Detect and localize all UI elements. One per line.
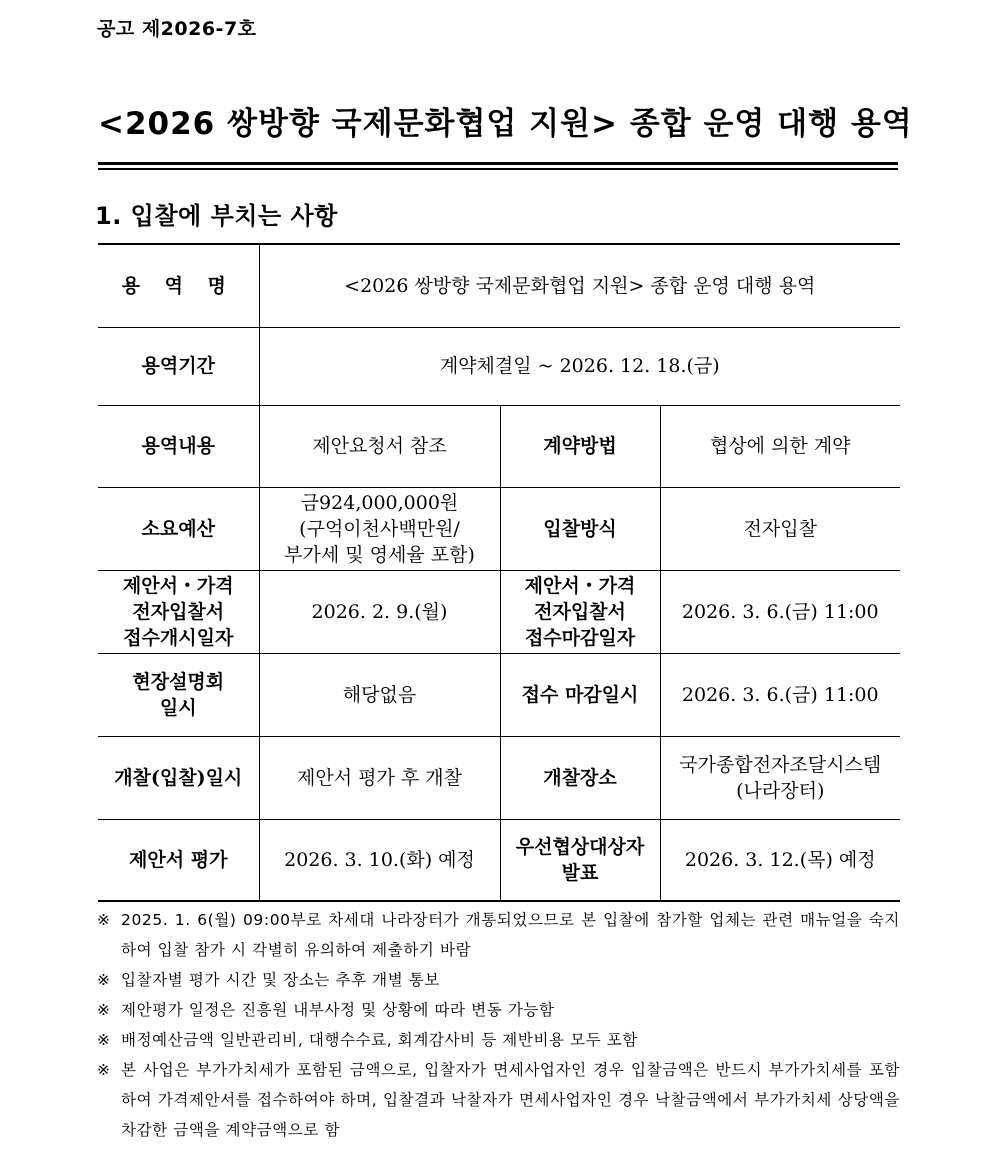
note-text: 제안평가 일정은 진흥원 내부사정 및 상황에 따라 변동 가능함	[121, 1001, 555, 1019]
document-title: <2026 쌍방향 국제문화협업 지원> 종합 운영 대행 용역	[98, 106, 913, 142]
bid-info-table	[98, 243, 900, 902]
note-text: 입찰자별 평가 시간 및 장소는 추후 개별 통보	[121, 971, 441, 989]
budget-note: 부가세 및 영세율 포함)	[284, 543, 475, 566]
service-name-value: <2026 쌍방향 국제문화협업 지원> 종합 운영 대행 용역	[259, 244, 900, 327]
title-rule-thick	[98, 162, 898, 165]
opening-place-line: (나라장터)	[736, 779, 825, 802]
submission-close-label-line: 전자입찰서	[534, 600, 626, 623]
priority-announce-label-line: 우선협상대상자	[515, 835, 645, 858]
opening-label: 개찰(입찰)일시	[98, 736, 259, 819]
submission-close-label	[500, 570, 660, 653]
note-item	[97, 995, 900, 1025]
submission-close-label-line: 제안서・가격	[524, 574, 636, 597]
site-briefing-value: 해당없음	[259, 653, 500, 736]
opening-value: 제안서 평가 후 개찰	[259, 736, 500, 819]
table-row	[98, 653, 900, 736]
title-rule-thin	[98, 168, 898, 170]
evaluation-label: 제안서 평가	[98, 819, 259, 901]
submission-open-label-line: 접수개시일자	[123, 626, 234, 649]
site-briefing-label-line: 일시	[159, 696, 197, 719]
opening-place-value	[660, 736, 900, 819]
contract-method-value: 협상에 의한 계약	[660, 405, 900, 487]
section-heading: 1. 입찰에 부치는 사항	[95, 202, 338, 230]
reference-mark-icon: ※	[97, 971, 110, 989]
table-row	[98, 405, 900, 487]
table-row	[98, 819, 900, 901]
deadline-value: 2026. 3. 6.(금) 11:00	[660, 653, 900, 736]
budget-amount: 금924,000,000원	[300, 491, 459, 514]
submission-open-label-line: 전자입찰서	[132, 600, 225, 623]
site-briefing-label-line: 현장설명회	[132, 670, 225, 693]
budget-value	[259, 487, 500, 570]
table-row	[98, 736, 900, 819]
opening-place-line: 국가종합전자조달시스템	[679, 753, 882, 776]
service-name-label: 용 역 명	[98, 244, 259, 327]
priority-announce-value: 2026. 3. 12.(목) 예정	[660, 819, 900, 901]
note-item	[97, 905, 900, 965]
table-row	[98, 487, 900, 570]
submission-open-label	[98, 570, 259, 653]
service-content-value: 제안요청서 참조	[259, 405, 500, 487]
contract-method-label: 계약방법	[500, 405, 660, 487]
opening-place-label: 개찰장소	[500, 736, 660, 819]
submission-close-value: 2026. 3. 6.(금) 11:00	[660, 570, 900, 653]
submission-open-value: 2026. 2. 9.(월)	[259, 570, 500, 653]
bid-method-label: 입찰방식	[500, 487, 660, 570]
service-content-label: 용역내용	[98, 405, 259, 487]
site-briefing-label	[98, 653, 259, 736]
priority-announce-label	[500, 819, 660, 901]
table-row	[98, 327, 900, 405]
service-period-label: 용역기간	[98, 327, 259, 405]
budget-label: 소요예산	[98, 487, 259, 570]
priority-announce-label-line: 발표	[561, 861, 599, 884]
deadline-label: 접수 마감일시	[500, 653, 660, 736]
note-text: 본 사업은 부가가치세가 포함된 금액으로, 입찰자가 면세사업자인 경우 입찰금액은 반드시 부가가치세를 포함하여 가격제안서를 접수하여야 하며, 입찰결과 낙찰자가 면세사업자인 경우 낙찰금액에서 부가가치세 상당액을 차감한 금액을 계약금액으로 함	[121, 1061, 900, 1139]
submission-close-label-line: 접수마감일자	[524, 626, 636, 649]
reference-mark-icon: ※	[97, 1061, 110, 1079]
notice-number: 공고 제2026-7호	[97, 18, 257, 40]
note-text: 배정예산금액 일반관리비, 대행수수료, 회계감사비 등 제반비용 모두 포함	[121, 1031, 638, 1049]
reference-mark-icon: ※	[97, 1001, 110, 1019]
table-row	[98, 570, 900, 653]
note-text: 2025. 1. 6(월) 09:00부로 차세대 나라장터가 개통되었으므로 본 입찰에 참가할 업체는 관련 매뉴얼을 숙지하여 입찰 참가 시 각별히 유의하여 제출하기 바람	[121, 911, 900, 959]
note-item	[97, 965, 900, 995]
table-row	[98, 244, 900, 327]
reference-mark-icon: ※	[97, 911, 110, 929]
reference-mark-icon: ※	[97, 1031, 110, 1049]
submission-open-label-line: 제안서・가격	[122, 574, 234, 597]
bid-method-value: 전자입찰	[660, 487, 900, 570]
service-period-value: 계약체결일 ~ 2026. 12. 18.(금)	[259, 327, 900, 405]
evaluation-value: 2026. 3. 10.(화) 예정	[259, 819, 500, 901]
budget-amount-korean: (구억이천사백만원/	[299, 517, 460, 540]
note-item	[97, 1055, 900, 1145]
note-item	[97, 1025, 900, 1055]
notes-list	[97, 905, 900, 1145]
